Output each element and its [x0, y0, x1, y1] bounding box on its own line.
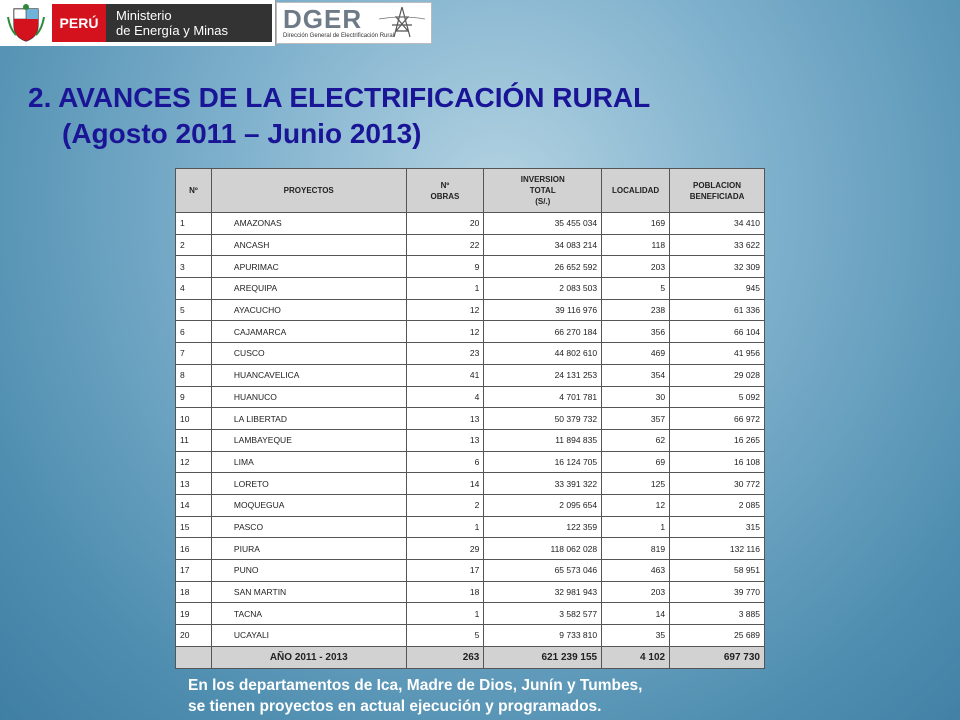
- row-obras: 29: [406, 538, 484, 560]
- row-poblacion: 34 410: [670, 213, 765, 235]
- row-number: 13: [176, 473, 212, 495]
- table-row: [176, 256, 765, 278]
- row-number: 16: [176, 538, 212, 560]
- table-total-row: [176, 646, 765, 668]
- row-poblacion: 16 265: [670, 429, 765, 451]
- table-row: [176, 538, 765, 560]
- dger-subtitle: Dirección General de Electrificación Rural: [283, 33, 395, 39]
- row-inversion: 122 359: [484, 516, 602, 538]
- header-obras-l1: Nº: [440, 180, 450, 190]
- row-number: 8: [176, 364, 212, 386]
- power-tower-icon: [377, 5, 427, 39]
- row-obras: 1: [406, 516, 484, 538]
- row-localidad: 69: [602, 451, 670, 473]
- row-proyecto: LA LIBERTAD: [211, 408, 406, 430]
- row-number: 12: [176, 451, 212, 473]
- table-row: [176, 603, 765, 625]
- table-row: [176, 494, 765, 516]
- row-proyecto: LIMA: [211, 451, 406, 473]
- dger-label: DGER: [283, 4, 363, 34]
- row-poblacion: 39 770: [670, 581, 765, 603]
- row-poblacion: 25 689: [670, 625, 765, 647]
- row-proyecto: TACNA: [211, 603, 406, 625]
- row-localidad: 238: [602, 299, 670, 321]
- header-n: Nº: [176, 169, 212, 213]
- row-obras: 1: [406, 278, 484, 300]
- table-row: [176, 581, 765, 603]
- ministry-logo: [0, 0, 276, 46]
- header-pob-l1: POBLACION: [693, 180, 742, 190]
- row-localidad: 203: [602, 256, 670, 278]
- row-proyecto: UCAYALI: [211, 625, 406, 647]
- row-inversion: 4 701 781: [484, 386, 602, 408]
- row-obras: 18: [406, 581, 484, 603]
- row-poblacion: 3 885: [670, 603, 765, 625]
- row-proyecto: MOQUEGUA: [211, 494, 406, 516]
- row-poblacion: 33 622: [670, 234, 765, 256]
- row-number: 3: [176, 256, 212, 278]
- footnote-line1: En los departamentos de Ica, Madre de Dios, Junín y Tumbes,: [188, 677, 643, 694]
- header-inv-l2: TOTAL: [529, 186, 556, 195]
- row-proyecto: PIURA: [211, 538, 406, 560]
- row-proyecto: SAN MARTIN: [211, 581, 406, 603]
- header-inv-l3: (S/.): [535, 197, 551, 206]
- coat-of-arms-icon: [6, 3, 46, 43]
- row-localidad: 118: [602, 234, 670, 256]
- row-proyecto: AREQUIPA: [211, 278, 406, 300]
- row-number: 6: [176, 321, 212, 343]
- row-obras: 2: [406, 494, 484, 516]
- row-localidad: 469: [602, 343, 670, 365]
- header-logos: [0, 0, 432, 46]
- table-header-row: [176, 169, 765, 213]
- row-number: 7: [176, 343, 212, 365]
- table-row: [176, 451, 765, 473]
- table-row: [176, 321, 765, 343]
- row-poblacion: 945: [670, 278, 765, 300]
- table-row: [176, 278, 765, 300]
- total-blank: [176, 646, 212, 668]
- row-localidad: 62: [602, 429, 670, 451]
- header-poblacion: [670, 169, 765, 213]
- projects-table-container: [175, 168, 765, 667]
- row-poblacion: 30 772: [670, 473, 765, 495]
- row-inversion: 9 733 810: [484, 625, 602, 647]
- row-localidad: 203: [602, 581, 670, 603]
- row-poblacion: 29 028: [670, 364, 765, 386]
- total-label: AÑO 2011 - 2013: [211, 646, 406, 668]
- title-line2: (Agosto 2011 – Junio 2013): [62, 118, 422, 149]
- row-localidad: 30: [602, 386, 670, 408]
- table-row: [176, 560, 765, 582]
- row-inversion: 65 573 046: [484, 560, 602, 582]
- header-pob-l2: BENEFICIADA: [689, 191, 745, 201]
- row-localidad: 5: [602, 278, 670, 300]
- row-inversion: 44 802 610: [484, 343, 602, 365]
- table-row: [176, 364, 765, 386]
- row-inversion: 11 894 835: [484, 429, 602, 451]
- header-obras-l2: OBRAS: [430, 191, 460, 201]
- row-number: 11: [176, 429, 212, 451]
- header-obras: [406, 169, 484, 213]
- total-inversion: 621 239 155: [484, 646, 602, 668]
- footnote: [188, 675, 643, 717]
- row-localidad: 1: [602, 516, 670, 538]
- row-inversion: 2 095 654: [484, 494, 602, 516]
- row-poblacion: 315: [670, 516, 765, 538]
- row-obras: 12: [406, 299, 484, 321]
- row-number: 10: [176, 408, 212, 430]
- row-inversion: 34 083 214: [484, 234, 602, 256]
- row-proyecto: APURIMAC: [211, 256, 406, 278]
- row-localidad: 12: [602, 494, 670, 516]
- ministry-name: [106, 4, 272, 42]
- row-obras: 12: [406, 321, 484, 343]
- row-proyecto: AYACUCHO: [211, 299, 406, 321]
- row-obras: 20: [406, 213, 484, 235]
- row-poblacion: 58 951: [670, 560, 765, 582]
- row-poblacion: 61 336: [670, 299, 765, 321]
- row-poblacion: 2 085: [670, 494, 765, 516]
- header-localidad: LOCALIDAD: [602, 169, 670, 213]
- row-localidad: 819: [602, 538, 670, 560]
- row-obras: 13: [406, 408, 484, 430]
- row-inversion: 33 391 322: [484, 473, 602, 495]
- row-poblacion: 66 104: [670, 321, 765, 343]
- row-number: 17: [176, 560, 212, 582]
- table-row: [176, 213, 765, 235]
- header-inversion: [484, 169, 602, 213]
- row-number: 15: [176, 516, 212, 538]
- row-poblacion: 132 116: [670, 538, 765, 560]
- header-inv-l1: INVERSION: [520, 175, 565, 184]
- row-number: 19: [176, 603, 212, 625]
- row-localidad: 356: [602, 321, 670, 343]
- row-obras: 5: [406, 625, 484, 647]
- row-poblacion: 32 309: [670, 256, 765, 278]
- table-row: [176, 343, 765, 365]
- row-inversion: 118 062 028: [484, 538, 602, 560]
- row-localidad: 14: [602, 603, 670, 625]
- row-obras: 17: [406, 560, 484, 582]
- table-row: [176, 299, 765, 321]
- row-number: 18: [176, 581, 212, 603]
- row-inversion: 2 083 503: [484, 278, 602, 300]
- row-number: 20: [176, 625, 212, 647]
- row-number: 1: [176, 213, 212, 235]
- row-obras: 9: [406, 256, 484, 278]
- projects-table: [175, 168, 765, 669]
- table-row: [176, 429, 765, 451]
- slide-title: [28, 80, 650, 152]
- row-inversion: 66 270 184: [484, 321, 602, 343]
- table-row: [176, 625, 765, 647]
- row-obras: 41: [406, 364, 484, 386]
- row-proyecto: AMAZONAS: [211, 213, 406, 235]
- row-poblacion: 16 108: [670, 451, 765, 473]
- row-proyecto: CAJAMARCA: [211, 321, 406, 343]
- row-proyecto: CUSCO: [211, 343, 406, 365]
- row-obras: 14: [406, 473, 484, 495]
- ministry-line2: de Energía y Minas: [116, 23, 229, 38]
- row-proyecto: LORETO: [211, 473, 406, 495]
- row-obras: 4: [406, 386, 484, 408]
- total-obras: 263: [406, 646, 484, 668]
- row-obras: 6: [406, 451, 484, 473]
- row-inversion: 16 124 705: [484, 451, 602, 473]
- row-localidad: 463: [602, 560, 670, 582]
- row-inversion: 39 116 976: [484, 299, 602, 321]
- row-number: 14: [176, 494, 212, 516]
- row-inversion: 26 652 592: [484, 256, 602, 278]
- title-line1: 2. AVANCES DE LA ELECTRIFICACIÓN RURAL: [28, 82, 651, 113]
- table-row: [176, 386, 765, 408]
- dger-logo: [276, 2, 432, 44]
- table-row: [176, 234, 765, 256]
- row-number: 5: [176, 299, 212, 321]
- total-poblacion: 697 730: [670, 646, 765, 668]
- row-proyecto: PUNO: [211, 560, 406, 582]
- row-inversion: 35 455 034: [484, 213, 602, 235]
- row-poblacion: 5 092: [670, 386, 765, 408]
- row-inversion: 32 981 943: [484, 581, 602, 603]
- header-proyectos: PROYECTOS: [211, 169, 406, 213]
- row-proyecto: ANCASH: [211, 234, 406, 256]
- row-inversion: 3 582 577: [484, 603, 602, 625]
- row-obras: 13: [406, 429, 484, 451]
- row-obras: 23: [406, 343, 484, 365]
- row-proyecto: HUANCAVELICA: [211, 364, 406, 386]
- row-number: 9: [176, 386, 212, 408]
- row-proyecto: PASCO: [211, 516, 406, 538]
- row-obras: 1: [406, 603, 484, 625]
- row-poblacion: 41 956: [670, 343, 765, 365]
- table-row: [176, 408, 765, 430]
- table-row: [176, 473, 765, 495]
- row-localidad: 169: [602, 213, 670, 235]
- total-localidad: 4 102: [602, 646, 670, 668]
- row-proyecto: HUANUCO: [211, 386, 406, 408]
- footnote-line2: se tienen proyectos en actual ejecución y programados.: [188, 698, 602, 715]
- row-proyecto: LAMBAYEQUE: [211, 429, 406, 451]
- peru-label: PERÚ: [52, 4, 106, 42]
- row-inversion: 24 131 253: [484, 364, 602, 386]
- row-localidad: 35: [602, 625, 670, 647]
- ministry-line1: Ministerio: [116, 8, 172, 23]
- row-poblacion: 66 972: [670, 408, 765, 430]
- row-inversion: 50 379 732: [484, 408, 602, 430]
- row-number: 2: [176, 234, 212, 256]
- row-localidad: 357: [602, 408, 670, 430]
- table-row: [176, 516, 765, 538]
- row-obras: 22: [406, 234, 484, 256]
- row-number: 4: [176, 278, 212, 300]
- row-localidad: 354: [602, 364, 670, 386]
- row-localidad: 125: [602, 473, 670, 495]
